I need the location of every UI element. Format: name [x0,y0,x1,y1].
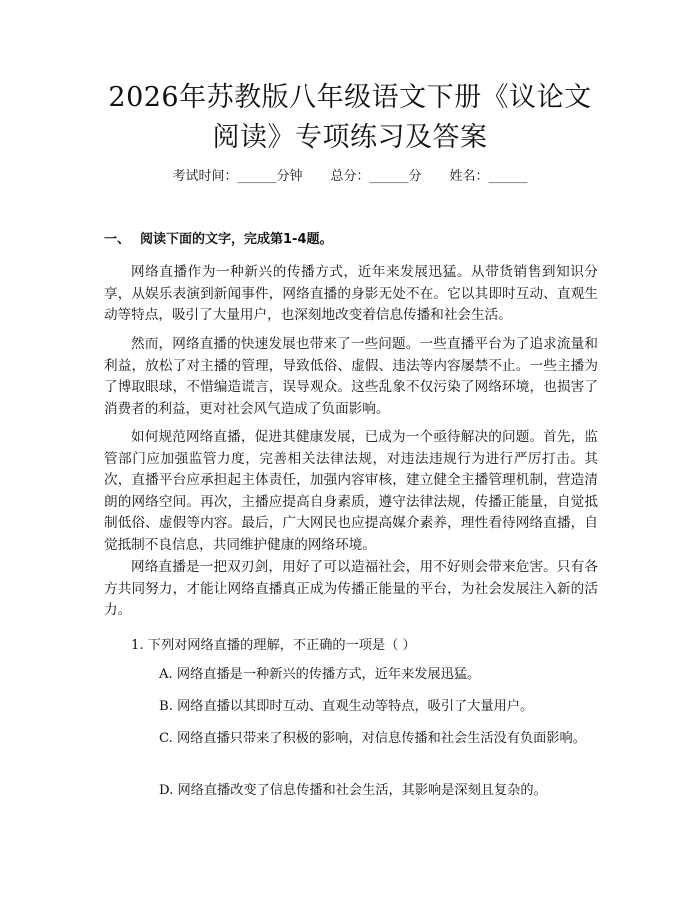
passage-paragraph-3: 如何规范网络直播，促进其健康发展，已成为一个亟待解决的问题。首先，监管部门应加强监管力度，完善相关法律法规，对违法违规行为进行严厉打击。其次，直播平台应承担起主体责任，加强内容审核，建立健全主播管理机制，营造清朗的网络空间。再次，主播应提高自身素质，遵守法律法规，传播正能量，自觉抵制低俗、虚假等内容。最后，广大网民也应提高媒介素养，理性看待网络直播，自觉抵制不良信息，共同维护健康的网络环境。 [104,429,598,553]
passage-paragraph-1: 网络直播作为一种新兴的传播方式，近年来发展迅猛。从带货销售到知识分享，从娱乐表演到新闻事件，网络直播的身影无处不在。它以其即时互动、直观生动等特点，吸引了大量用户，也深刻地改变着信息传播和社会生活。 [104,264,598,323]
option-c: C. 网络直播只带来了积极的影响，对信息传播和社会生活没有负面影响。 [159,731,586,746]
question-stem: 1. 下列对网络直播的理解，不正确的一项是（ ） [131,638,416,653]
option-d: D. 网络直播改变了信息传播和社会生活，其影响是深刻且复杂的。 [159,783,547,798]
exam-meta [0,168,700,186]
exam-total-score: 总分：______分 [330,169,422,184]
document-title: 2026年苏教版八年级语文下册《议论文阅读》专项练习及答案 [108,82,592,153]
section-heading [104,231,333,249]
section-number: 一、 [104,232,131,247]
exam-name: 姓名：______ [449,169,528,184]
passage-paragraph-4: 网络直播是一把双刃剑，用好了可以造福社会，用不好则会带来危害。只有各方共同努力，才能让网络直播真正成为传播正能量的平台，为社会发展注入新的活力。 [104,559,598,618]
section-instruction: 阅读下面的文字，完成第1-4题。 [140,232,333,247]
option-b: B. 网络直播以其即时互动、直观生动等特点，吸引了大量用户。 [159,699,534,714]
option-a: A. 网络直播是一种新兴的传播方式，近年来发展迅猛。 [159,667,481,682]
exam-time: 考试时间：______分钟 [172,169,303,184]
passage-paragraph-2: 然而，网络直播的快速发展也带来了一些问题。一些直播平台为了追求流量和利益，放松了对主播的管理，导致低俗、虚假、违法等内容屡禁不止。一些主播为了博取眼球，不惜编造谎言，误导观众。这些乱象不仅污染了网络环境，也损害了消费者的利益，更对社会风气造成了负面影响。 [104,336,598,417]
